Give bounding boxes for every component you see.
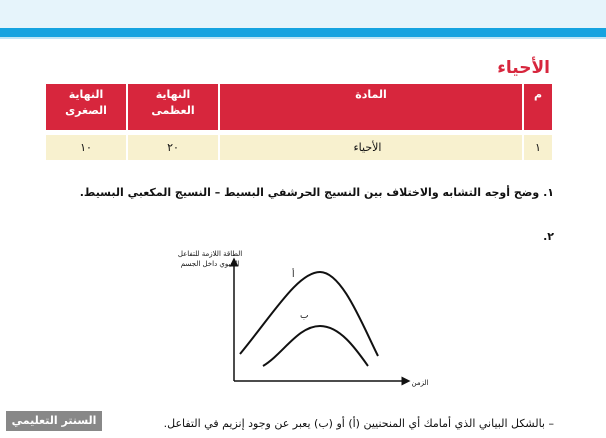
header-band (0, 0, 606, 28)
header-stripe-thin (0, 37, 606, 39)
header-subject: المادة (219, 84, 523, 130)
energy-graph (148, 244, 438, 394)
question-1: ١. وضح أوجه التشابه والاختلاف بين النسيج الحرشفي البسيط – النسيج المكعبي البسيط. (79, 186, 554, 199)
grade-table (46, 84, 554, 160)
question-2-number: ٢. (543, 230, 554, 243)
subject-title: الأحياء (497, 58, 550, 78)
curve-a-label: أ (292, 270, 295, 280)
question-2-text: – بالشكل البياني الذي أمامك أي المنحنيين (أ) أو (ب) يعبر عن وجود إنزيم في التفاعل. (163, 417, 554, 430)
table-header-row (46, 84, 553, 130)
header-min-line2: الصغرى (65, 104, 107, 117)
curve-b (263, 326, 368, 366)
header-min-line1: النهاية (68, 88, 104, 101)
cell-min: ١٠ (46, 135, 127, 160)
y-axis-label-line1: الطاقة اللازمة للتفاعل (177, 250, 243, 258)
y-axis-label-line2: الحيوي داخل الجسم (180, 260, 240, 268)
curve-a (240, 272, 378, 356)
cell-subject: الأحياء (219, 135, 523, 160)
table-row (46, 135, 553, 160)
center-badge: السنتر التعليمي (6, 411, 102, 431)
header-max (127, 84, 219, 130)
header-max-line2: العظمى (151, 104, 195, 117)
header-min (46, 84, 127, 130)
header-m: م (523, 84, 553, 130)
header-stripe (0, 28, 606, 37)
curve-b-label: ب (300, 311, 309, 321)
header-max-line1: النهاية (155, 88, 191, 101)
cell-m: ١ (523, 135, 553, 160)
x-axis-label: الزمن (411, 379, 429, 387)
cell-max: ٢٠ (127, 135, 219, 160)
